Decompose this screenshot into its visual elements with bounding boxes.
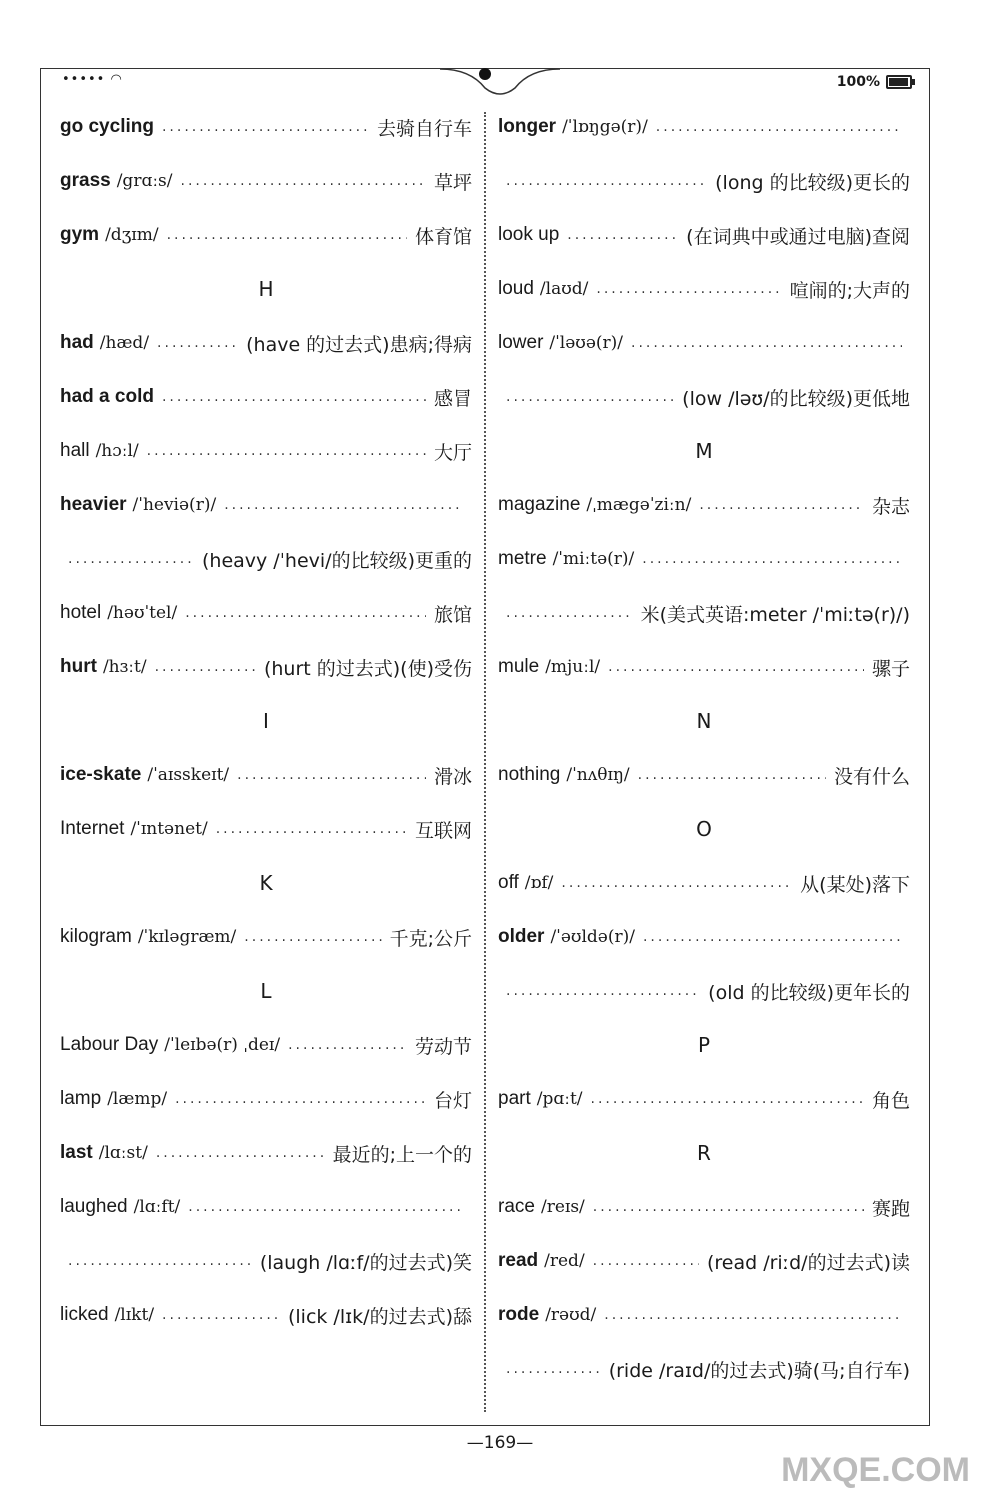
entry-meaning: (have 的过去式)患病;得病 [246,333,472,356]
entry-meaning: (laugh /lɑːf/的过去式)笑 [259,1251,472,1274]
heading-letter: L [260,979,272,1003]
letter-heading [498,424,910,478]
entry-phonetic: /ɒf/ [524,873,554,893]
leader-dots [167,227,407,243]
entry-phonetic: /mjuːl/ [545,657,601,677]
entry-word: kilogram [60,926,132,947]
leader-dots [162,1307,280,1323]
entry-continuation [498,586,910,640]
vocab-entry [60,1288,472,1342]
entry-word: race [498,1196,535,1217]
entry-meaning: 草坪 [433,171,472,194]
leader-dots [237,767,426,783]
leader-dots [188,1199,464,1215]
leader-dots [147,443,426,459]
vocab-column-right [498,100,910,1396]
entry-word: hurt [60,656,97,677]
leader-dots [591,1091,864,1107]
entry-meaning: (read /riːd/的过去式)读 [706,1251,910,1274]
entry-meaning: 去骑自行车 [376,117,472,140]
vocab-entry [498,1234,910,1288]
vocab-entry [498,208,910,262]
leader-dots [68,551,194,567]
leader-dots [596,281,781,297]
entry-phonetic: /laʊd/ [539,279,589,299]
entry-word: ice-skate [60,764,142,785]
heading-letter: P [697,1033,711,1057]
vocab-entry [60,1072,472,1126]
letter-heading [498,694,910,748]
entry-continuation [60,532,472,586]
leader-dots [593,1199,864,1215]
leader-dots [185,605,426,621]
entry-meaning: 最近的;上一个的 [332,1143,472,1166]
leader-dots [162,119,369,135]
heading-letter: R [697,1141,711,1165]
entry-word: licked [60,1304,109,1325]
entry-meaning: 大厅 [433,441,472,464]
leader-dots [155,659,256,675]
entry-continuation [498,1342,910,1396]
vocab-entry [60,802,472,856]
leader-dots [506,389,674,405]
entry-phonetic: /ˈɪntənet/ [130,819,208,839]
entry-phonetic: /reɪs/ [540,1197,585,1217]
entry-meaning: (lick /lɪk/的过去式)舔 [287,1305,472,1328]
entry-word: heavier [60,494,127,515]
entry-phonetic: /ˈlɒŋgə(r)/ [562,117,648,137]
entry-word: hotel [60,602,102,623]
entry-meaning: 米(美式英语:meter /ˈmiːtə(r)/) [640,603,910,626]
entry-meaning: (ride /raɪd/的过去式)骑(马;自行车) [608,1359,910,1382]
leader-dots [216,821,407,837]
vocab-entry [60,154,472,208]
entry-word: magazine [498,494,581,515]
entry-meaning: (hurt 的过去式)(使)受伤 [263,657,472,680]
battery-percent: 100% [836,74,880,90]
entry-meaning: 角色 [871,1089,910,1112]
entry-meaning: 滑冰 [433,765,472,788]
vocab-entry [60,586,472,640]
entry-phonetic: /hæd/ [99,333,150,353]
entry-phonetic: /dʒɪm/ [105,225,159,245]
leader-dots [68,1253,252,1269]
letter-heading [60,262,472,316]
entry-meaning: (在词典中或通过电脑)查阅 [686,225,910,248]
entry-phonetic: /ˈmiːtə(r)/ [552,549,635,569]
entry-continuation [498,154,910,208]
heading-letter: O [696,817,712,841]
heading-letter: I [263,709,269,733]
leader-dots [506,1361,601,1377]
entry-word: grass [60,170,111,191]
entry-word: Labour Day [60,1034,159,1055]
heading-letter: N [696,709,712,733]
entry-phonetic: /lɪkt/ [114,1305,155,1325]
heading-letter: H [258,277,274,301]
vocab-entry [498,532,910,586]
heading-letter: K [259,871,273,895]
page-number: —169— [466,1433,534,1453]
entry-phonetic: /ˈheviə(r)/ [132,495,217,515]
vocab-entry [498,478,910,532]
entry-continuation [498,370,910,424]
leader-dots [224,497,464,513]
leader-dots [699,497,864,513]
signal-indicator [62,72,123,87]
entry-phonetic: /ˈkɪləgræm/ [137,927,237,947]
letter-heading [60,964,472,1018]
leader-dots [638,767,826,783]
leader-dots [593,1253,699,1269]
vocab-entry [498,856,910,910]
vocab-entry [60,910,472,964]
watermark: MXQE.COM [781,1451,970,1489]
entry-phonetic: /lɑːft/ [133,1197,181,1217]
entry-meaning: 从(某处)落下 [800,873,910,896]
entry-meaning: (old 的比较级)更年长的 [708,981,910,1004]
entry-continuation [60,1234,472,1288]
entry-phonetic: /lɑːst/ [98,1143,148,1163]
entry-phonetic: /ˈnʌθɪŋ/ [566,765,630,785]
entry-meaning: (heavy /ˈhevi/的比较级)更重的 [201,549,472,572]
entry-meaning: 千克;公斤 [389,927,472,950]
letter-heading [498,1018,910,1072]
entry-word: read [498,1250,539,1271]
leader-dots [506,173,707,189]
vocab-column-left [60,100,472,1342]
leader-dots [156,1145,325,1161]
entry-meaning: 劳动节 [414,1035,472,1058]
vocab-entry [498,748,910,802]
entry-phonetic: /ˈəʊldə(r)/ [550,927,635,947]
entry-word: gym [60,224,100,245]
entry-word: hall [60,440,90,461]
vocab-entry [498,640,910,694]
vocab-entry [498,316,910,370]
entry-phonetic: /həʊˈtel/ [107,603,178,623]
battery-icon [886,75,912,89]
leader-dots [643,929,902,945]
leader-dots [631,335,902,351]
vocab-entry [498,1072,910,1126]
entry-phonetic: /hɜːt/ [102,657,147,677]
entry-meaning: 台灯 [433,1089,472,1112]
entry-word: laughed [60,1196,128,1217]
entry-word: Internet [60,818,125,839]
entry-word: loud [498,278,534,299]
entry-word: older [498,926,545,947]
signal-dots: ••••• [62,72,106,87]
battery-indicator [837,74,912,90]
vocab-entry [60,424,472,478]
entry-word: had [60,332,94,353]
vocab-entry [60,1126,472,1180]
entry-meaning: 体育馆 [414,225,472,248]
entry-word: had a cold [60,386,154,407]
vocab-entry [60,640,472,694]
entry-meaning: 旅馆 [433,603,472,626]
entry-word: longer [498,116,557,137]
entry-phonetic: /grɑːs/ [116,171,173,191]
leader-dots [162,389,426,405]
entry-meaning: 感冒 [433,387,472,410]
entry-word: part [498,1088,531,1109]
leader-dots [157,335,238,351]
letter-heading [498,802,910,856]
entry-phonetic: /rəʊd/ [545,1305,597,1325]
entry-phonetic: /ˈleɪbə(r) ˌdeɪ/ [164,1035,281,1055]
entry-meaning: 互联网 [414,819,472,842]
leader-dots [506,605,633,621]
entry-word: rode [498,1304,540,1325]
entry-meaning: (long 的比较级)更长的 [715,171,910,194]
entry-word: lamp [60,1088,102,1109]
entry-word: lower [498,332,544,353]
entry-meaning: 骡子 [871,657,910,680]
heading-letter: M [695,439,713,463]
notch-camera [440,60,560,100]
letter-heading [498,1126,910,1180]
entry-meaning: (low /ləʊ/的比较级)更低地 [682,387,910,410]
entry-meaning: 没有什么 [833,765,910,788]
entry-phonetic: /ˌmægəˈziːn/ [586,495,692,515]
wifi-icon: ◠ [110,72,123,87]
entry-phonetic: /ˈləʊə(r)/ [549,333,624,353]
vocab-entry [60,1018,472,1072]
vocab-entry [60,1180,472,1234]
leader-dots [608,659,864,675]
entry-word: metre [498,548,547,569]
leader-dots [506,983,700,999]
vocab-entry [60,208,472,262]
vocab-entry [60,478,472,532]
leader-dots [244,929,381,945]
leader-dots [175,1091,426,1107]
leader-dots [642,551,902,567]
entry-continuation [498,964,910,1018]
vocab-entry [498,262,910,316]
vocab-entry [498,100,910,154]
vocab-entry [498,1180,910,1234]
column-divider [484,112,486,1412]
vocab-entry [498,910,910,964]
vocab-entry [60,370,472,424]
entry-meaning: 喧闹的;大声的 [789,279,910,302]
vocab-entry [60,748,472,802]
letter-heading [60,694,472,748]
vocab-entry [60,100,472,154]
entry-phonetic: /hɔːl/ [95,441,139,461]
leader-dots [604,1307,902,1323]
entry-phonetic: /red/ [544,1251,585,1271]
entry-meaning: 赛跑 [871,1197,910,1220]
leader-dots [288,1037,407,1053]
entry-word: off [498,872,519,893]
entry-word: last [60,1142,93,1163]
leader-dots [656,119,902,135]
leader-dots [561,875,792,891]
entry-meaning: 杂志 [871,495,910,518]
entry-phonetic: /læmp/ [107,1089,168,1109]
entry-word: mule [498,656,540,677]
leader-dots [181,173,426,189]
entry-word: nothing [498,764,561,785]
entry-phonetic: /pɑːt/ [536,1089,583,1109]
leader-dots [567,227,678,243]
vocab-entry [60,316,472,370]
vocab-entry [498,1288,910,1342]
letter-heading [60,856,472,910]
entry-word: go cycling [60,116,154,137]
entry-word: look up [498,224,560,245]
entry-phonetic: /ˈaɪsskeɪt/ [147,765,230,785]
